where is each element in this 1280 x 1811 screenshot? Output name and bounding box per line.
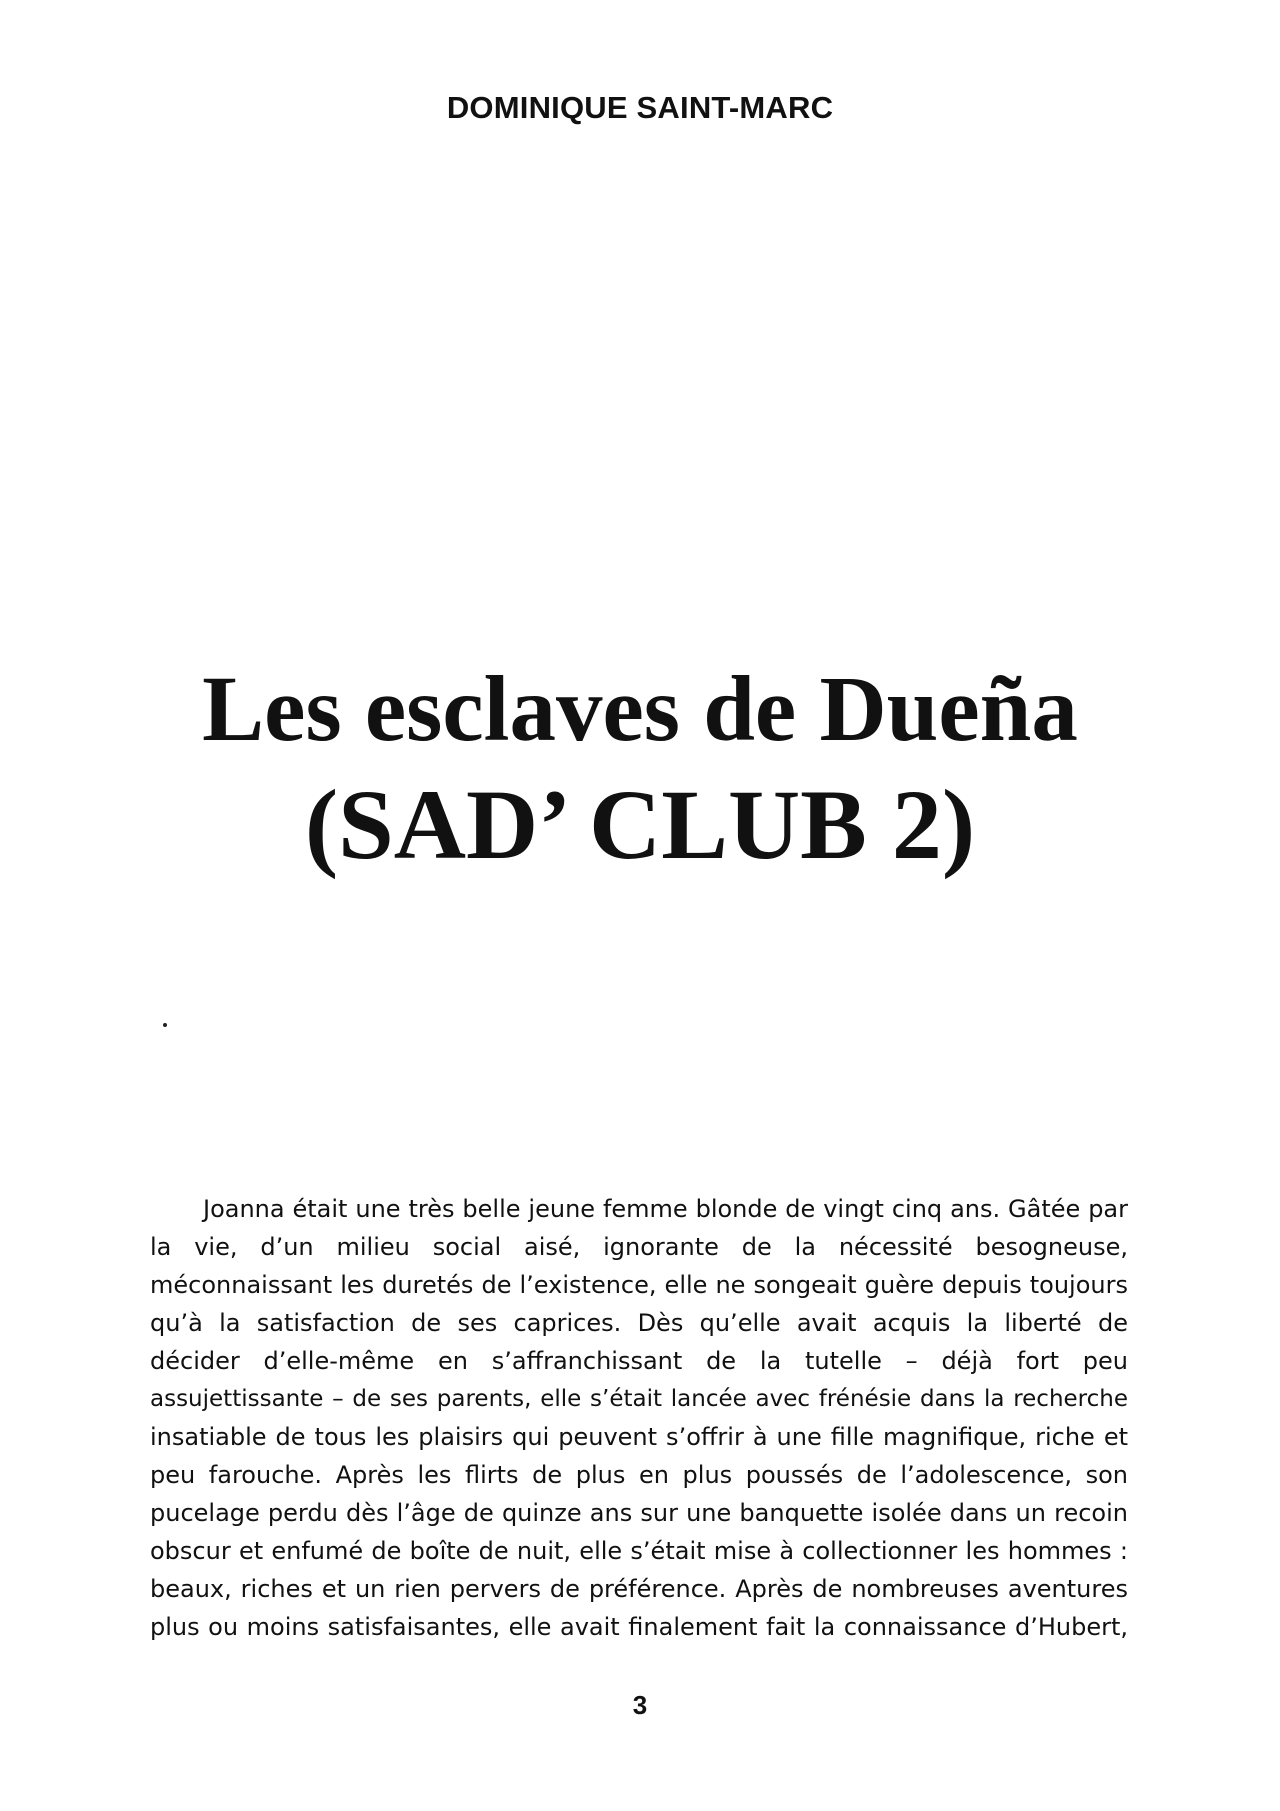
body-paragraph (150, 1190, 1128, 1646)
text-line: plus ou moins satisfaisantes, elle avait finalement fait la connaissance d’Hubert, (150, 1613, 1128, 1641)
text-line: décider d’elle-même en s’affranchissant de la tutelle – déjà fort peu (150, 1347, 1128, 1375)
text-line: obscur et enfumé de boîte de nuit, elle s’était mise à collectionner les hommes : (150, 1537, 1128, 1565)
text-line: peu farouche. Après les flirts de plus en plus poussés de l’adolescence, son (150, 1461, 1128, 1489)
text-line: insatiable de tous les plaisirs qui peuvent s’offrir à une fille magnifique, riche et (150, 1423, 1128, 1451)
text-line: assujettissante – de ses parents, elle s’était lancée avec frénésie dans la recherche (150, 1386, 1128, 1412)
text-line: la vie, d’un milieu social aisé, ignorante de la nécessité besogneuse, (150, 1233, 1128, 1261)
print-speck (163, 1023, 167, 1027)
book-subtitle: (SAD’ CLUB 2) (304, 769, 976, 880)
text-line: pucelage perdu dès l’âge de quinze ans sur une banquette isolée dans un recoin (150, 1499, 1128, 1527)
text-line: méconnaissant les duretés de l’existence, elle ne songeait guère depuis toujours (150, 1271, 1128, 1299)
page-number: 3 (632, 1690, 648, 1720)
author-header: DOMINIQUE SAINT-MARC (446, 90, 834, 125)
text-line: beaux, riches et un rien pervers de préférence. Après de nombreuses aventures (150, 1575, 1128, 1603)
text-line: Joanna était une très belle jeune femme blonde de vingt cinq ans. Gâtée par (203, 1195, 1128, 1223)
text-line: qu’à la satisfaction de ses caprices. Dès qu’elle avait acquis la liberté de (150, 1309, 1128, 1337)
book-title: Les esclaves de Dueña (202, 658, 1078, 761)
